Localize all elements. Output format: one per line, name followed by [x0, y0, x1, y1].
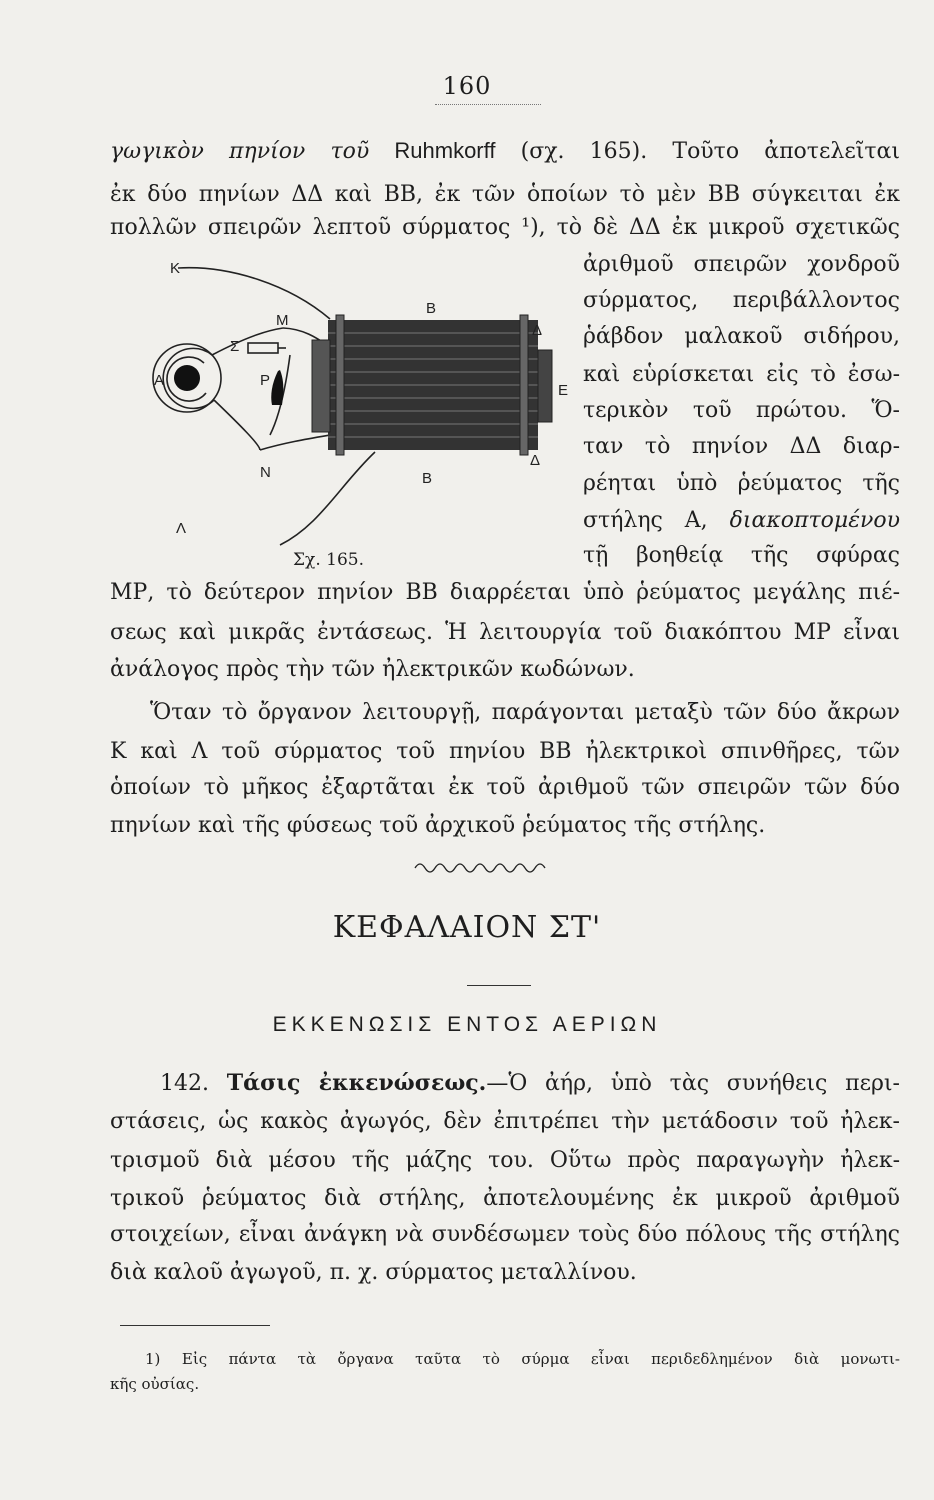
para1-right-8b: διακοπτομένου [729, 508, 900, 533]
para1-line-1-rest: (σχ. 165). Τοῦτο ἀποτελεῖται [495, 139, 900, 164]
label-b-bottom: B [422, 470, 433, 487]
label-n: N [260, 464, 271, 481]
section-line-1-text: —Ὁ ἀήρ, ὑπὸ τὰς συνήθεις περι- [486, 1071, 900, 1096]
figure-caption: Σχ. 165. [293, 550, 364, 570]
chapter-title: ΚΕΦΑΛΑΙΟΝ ΣΤ' [332, 910, 602, 945]
para1-right-4: καὶ εὑρίσκεται εἰς τὸ ἐσω- [583, 362, 900, 387]
para1-right-1: ἀριθμοῦ σπειρῶν χονδροῦ [583, 252, 900, 277]
para1-line-5: σεως καὶ μικρᾶς ἐντάσεως. Ἡ λειτουργία τοῦ διακόπτου ΜΡ εἶναι [110, 620, 900, 645]
ruhmkorff-coil-figure [154, 255, 580, 555]
label-e: E [558, 382, 569, 399]
section-line-1 [160, 1068, 900, 1099]
section-line-4: τρικοῦ ῥεύματος διὰ στήλης, ἀποτελουμένης ἐκ μικροῦ ἀριθμοῦ [110, 1186, 900, 1211]
wire-k [178, 268, 330, 319]
ornament-squiggle [413, 858, 553, 878]
section-line-6: διὰ καλοῦ ἀγωγοῦ, π. χ. σύρματος μεταλλίνου. [110, 1260, 637, 1285]
para2-line-4: πηνίων καὶ τῆς φύσεως τοῦ ἀρχικοῦ ῥεύματος τῆς στήλης. [110, 813, 766, 838]
wire-lambda [280, 452, 375, 545]
para1-line-6: ἀνάλογος πρὸς τὴν τῶν ἠλεκτρικῶν κωδώνων. [110, 657, 635, 682]
induction-coil-phrase: γωγικὸν πηνίον τοῦ [110, 139, 395, 164]
label-a: A [154, 372, 165, 389]
para1-line-2: ἐκ δύο πηνίων ΔΔ καὶ ΒΒ, ἐκ τῶν ὁποίων τὸ μὲν ΒΒ σύγκειται ἐκ [110, 182, 900, 207]
section-line-2: στάσεις, ὡς κακὸς ἀγωγός, δὲν ἐπιτρέπει τὴν μετάδοσιν τοῦ ἠλεκ- [110, 1109, 900, 1134]
para1-line-4: ΜΡ, τὸ δεύτερον πηνίον ΒΒ διαρρέεται ὑπὸ ῥεύματος μεγάλης πιέ- [110, 580, 900, 605]
interrupter-sigma-block [248, 343, 278, 353]
para1-right-7: ρέηται ὑπὸ ῥεύματος τῆς [583, 471, 900, 496]
battery-core [174, 365, 200, 391]
footnote-line-1: 1) Εἰς πάντα τὰ ὄργανα ταῦτα τὸ σύρμα εἶναι περιδεδλημένον διὰ μονωτι- [145, 1350, 900, 1368]
para1-line-1 [110, 136, 900, 167]
section-line-5: στοιχείων, εἶναι ἀνάγκη νὰ συνδέσωμεν τοὺς δύο πόλους τῆς στήλης [110, 1222, 900, 1247]
label-b-top: B [426, 300, 437, 317]
coil-body [312, 315, 552, 455]
para2-line-1: Ὅταν τὸ ὄργανον λειτουργῇ, παράγονται μεταξὺ τῶν δύο ἄκρων [150, 700, 900, 725]
label-delta-top: Δ [532, 322, 543, 339]
chapter-rule [467, 985, 531, 986]
iron-core-e [538, 350, 552, 422]
para2-line-3: ὁποίων τὸ μῆκος ἐξαρτᾶται ἐκ τοῦ ἀριθμοῦ τῶν σπειρῶν τῶν δύο [110, 775, 900, 800]
para1-right-2: σύρματος, περιβάλλοντος [583, 288, 900, 313]
label-delta-bottom: Δ [530, 452, 541, 469]
label-k: K [170, 260, 181, 277]
coil-flange-right [520, 315, 528, 455]
coil-flange-left [336, 315, 344, 455]
para1-right-9: τῇ βοηθείᾳ τῆς σφύρας [583, 543, 900, 568]
footnote-rule [120, 1325, 270, 1326]
para1-right-6: ταν τὸ πηνίον ΔΔ διαρ- [583, 434, 900, 459]
para1-right-8a: στήλης Α, [583, 508, 730, 533]
page-number: 160 [442, 72, 492, 100]
para1-right-5: τερικὸν τοῦ πρώτου. Ὅ- [583, 398, 900, 423]
ruhmkorff-name: Ruhmkorff [394, 138, 496, 163]
footnote-line-2: κῆς οὐσίας. [110, 1375, 200, 1393]
wire-a-n [214, 400, 260, 450]
label-m: M [276, 312, 289, 329]
label-sigma: Σ [230, 338, 240, 355]
label-p: P [260, 372, 271, 389]
page-number-rule [435, 104, 541, 105]
section-line-3: τρισμοῦ διὰ μέσου τῆς μάζης του. Οὕτω πρὸς παραγωγὴν ἠλεκ- [110, 1148, 900, 1173]
para1-line-3: πολλῶν σπειρῶν λεπτοῦ σύρματος ¹), τὸ δὲ ΔΔ ἐκ μικροῦ σχετικῶς [110, 215, 900, 240]
label-lambda: Λ [176, 520, 187, 537]
coil-left-cap [312, 340, 330, 432]
section-heading: Τάσις ἐκκενώσεως. [226, 1070, 487, 1096]
hammer-p [271, 370, 283, 405]
section-number: 142. [160, 1071, 209, 1096]
chapter-subtitle: ΕΚΚΕΝΩΣΙΣ ΕΝΤΟΣ ΑΕΡΙΩΝ [272, 1013, 662, 1036]
para2-line-2: Κ καὶ Λ τοῦ σύρματος τοῦ πηνίου ΒΒ ἠλεκτρικοὶ σπινθῆρες, τῶν [110, 739, 900, 764]
para1-right-3: ῥάβδον μαλακοῦ σιδήρου, [583, 324, 900, 349]
para1-right-8 [583, 506, 900, 536]
